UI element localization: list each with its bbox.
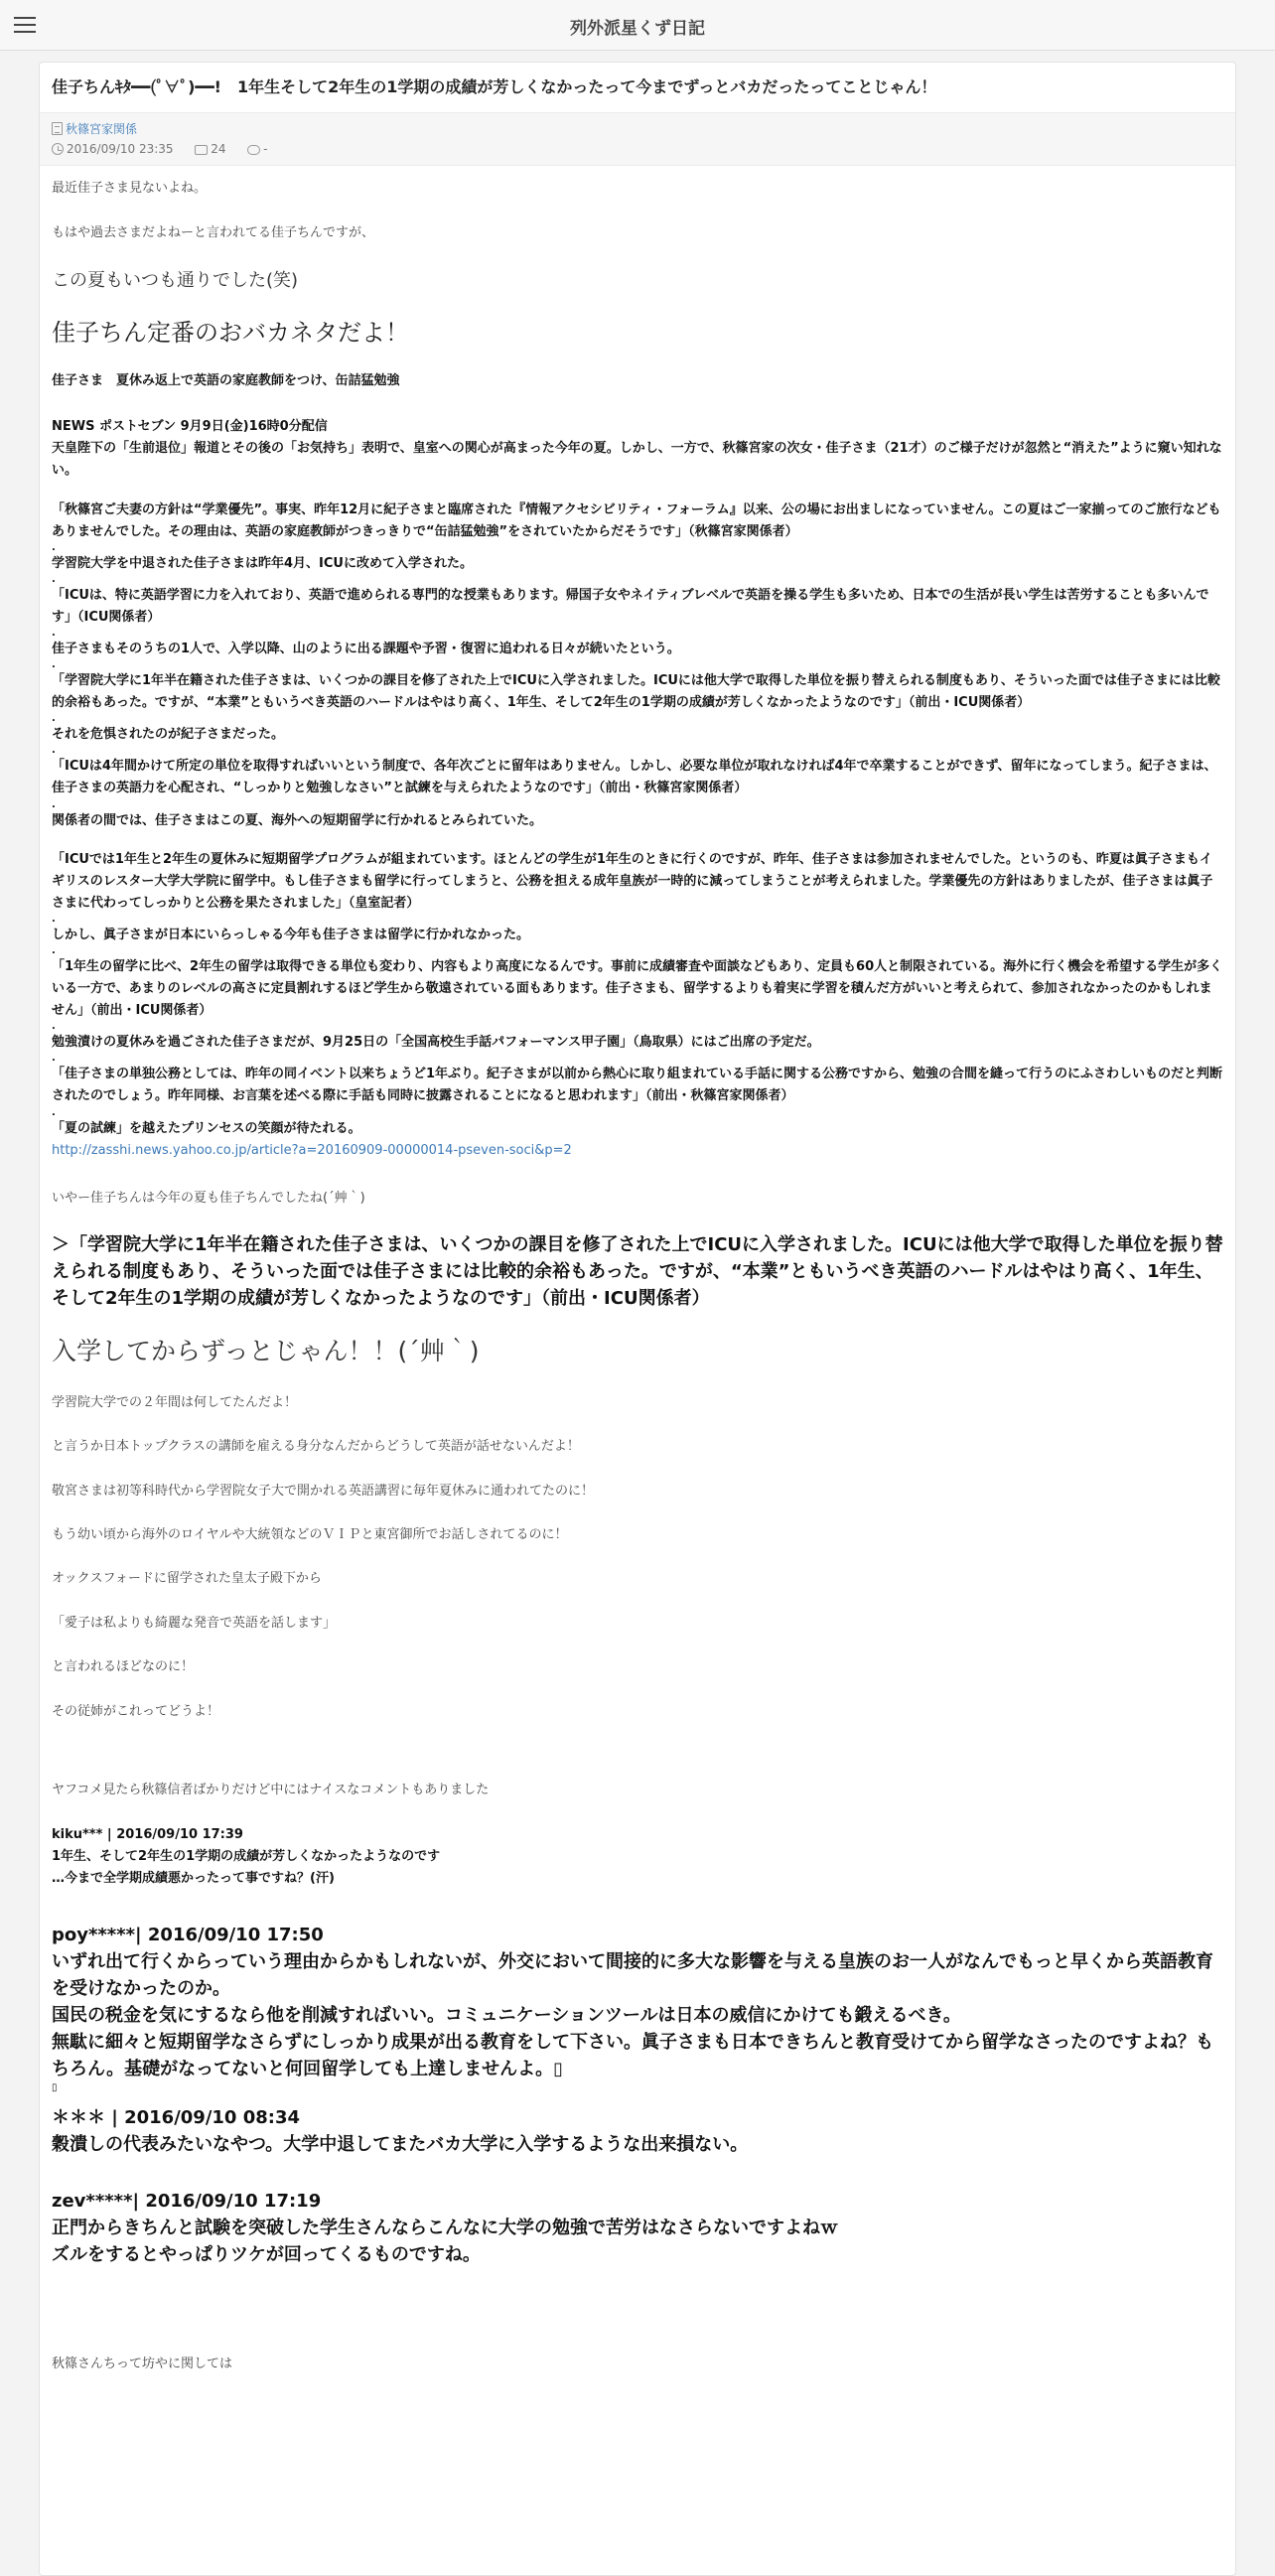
quote-paragraph: 「夏の試練」を越えたプリンセスの笑顔が待たれる。 — [52, 1120, 361, 1136]
quote-paragraph: 「佳子さまの単独公務としては、昨年の同イベント以来ちょうど1年ぶり。紀子さまが以前から熱心に取り組まれている手話に関する公務ですから、勉強の合間を縫って行うのにふさわしいものだと判断されたのでしょう。昨年同様、お言葉を述べる際に手話も同時に披露されることになると思われます」（前出・秋篠宮家関係者） — [52, 1067, 1223, 1104]
lead-text: この夏もいつも通りでした(笑) — [52, 270, 299, 292]
site-title[interactable]: 列外派星くず日記 — [570, 19, 705, 39]
quote-paragraph: それを危惧されたのが紀子さまだった。 — [52, 727, 285, 743]
trackback-count[interactable]: - — [263, 142, 268, 157]
quoted-comment — [52, 1922, 1223, 2094]
article-card — [39, 62, 1236, 2576]
lead-heading: 佳子ちん定番のおバカネタだよ！ — [52, 318, 409, 347]
post-meta — [40, 113, 1235, 166]
commentary-text: オックスフォードに留学された皇太子殿下から — [52, 1571, 322, 1587]
commentary-text: 秋篠さんちって坊やに関しては — [52, 2356, 233, 2371]
source-link[interactable]: http://zasshi.news.yahoo.co.jp/article?a=20160909-00000014-pseven-soci&p=2 — [52, 1142, 572, 1158]
quote-title: 佳子さま 夏休み返上で英語の家庭教師をつけ、缶詰猛勉強 — [52, 373, 400, 389]
post-title[interactable]: 佳子ちんｷﾀ━━(ﾟ∀ﾟ)━━! 1年生そして2年生の1学期の成績が芳しくなかったって今までずっとバカだったってことじゃん！ — [40, 63, 1235, 113]
quoted-comment — [52, 2104, 1223, 2158]
comment-icon[interactable] — [195, 145, 208, 155]
quote-paragraph: しかし、眞子さまが日本にいらっしゃる今年も佳子さまは留学に行かれなかった。 — [52, 927, 530, 942]
comment-text: 穀潰しの代表みたいなやつ。大学中退してまたバカ大学に入学するような出来損ない。 — [52, 2133, 749, 2155]
quote-paragraph: 「学習院大学に1年半在籍された佳子さまは、いくつかの課目を修了された上でICUに入学されました。ICUには他大学で取得した単位を振り替えられる制度もあり、そういった面では佳子さまには比較的余裕もあった。ですが、“本業”ともいうべき英語のハードルはやはり高く、1年生、そして2年生の1学期の成績が芳しくなかったようなのです」（前出・ICU関係者） — [52, 673, 1220, 711]
comment-text: いずれ出て行くからっていう理由からかもしれないが、外交において間接的に多大な影響を与える皇族のお一人がなんでもっと早くから英語教育を受けなかったのか。 — [52, 1950, 1213, 1999]
commentary-text: 「愛子は私よりも綺麗な発音で英語を話します」 — [52, 1615, 337, 1631]
post-body: 最近佳子さま見ないよね。 もはや過去さまだよねーと言われてる佳子ちんですが、 この夏もいつも通りでした(笑) 佳子ちん定番のおバカネタだよ！ 佳子さま 夏休み返上で英語の家庭教師をつけ、缶詰猛勉強 NEWS ポストセブン 9月9日(金)16時0分配信 天皇陛下の「生前退位」報道とその後の「お気持ち」表明で、皇室への関心が高まった今年の夏。しかし、一方で、秋篠宮家の次女・佳子さま（21才）のご様子だけが忽然と“消えた”ように窺い知れない。 「秋篠宮ご夫妻の方針は“学業優先”。事実、昨年12月に紀子さまと臨席された『情報アクセシビリティ・フォーラム』以来、公の場にお出ましになっていません。この夏はご一家揃ってのご旅行などもありませんでした。その理由は、英語の家庭教師がつきっきりで“缶詰猛勉強”をされていたからだそうです」（秋篠宮家関係者） . 学習院大学を中退された佳子さまは昨年4月、ICUに改めて入学された。 . 「ICUは、特に英語学習に力を入れており、英語で進められる専門的な授業もあります。帰国子女やネイティブレベルで英語を操る学生も多いため、日本での生活が長い学生は苦労することも多いんです」（ICU関係者） . 佳子さまもそのうちの1人で、入学以降、山のように出る課題や予習・復習に追われる日々が続いたという。 . 「学習院大学に1年半在籍された佳子さまは、いくつかの課目を修了された上でICUに入学されました。ICUには他大学で取得した単位を振り替えられる制度もあり、そういった面では佳子さまには比較的余裕もあった。ですが、“本業”ともいうべき英語のハードルはやはり高く、1年生、そして2年生の1学期の成績が芳しくなかったようなのです」（前出・ICU関係者） . それを危惧されたのが紀子さまだった。 . 「ICUは4年間かけて所定の単位を取得すればいいという制度で、各年次ごとに留年はありません。しかし、必要な単位が取れなければ4年で卒業することができず、留年になってしまう。紀子さまは、佳子さまの英語力を心配され、“しっかりと勉強しなさい”と試練を与えられたようなのです」（前出・秋篠宮家関係者） . 関係者の間では、佳子さまはこの夏、海外への短期留学に行かれるとみられていた。 「ICUでは1年生と2年生の夏休みに短期留学プログラムが組まれています。ほとんどの学生が1年生のときに行くのですが、昨年、佳子さまは参加されませんでした。というのも、昨夏は眞子さまもイギリスのレスター大学大学院に留学中。もし佳子さまも留学に行ってしまうと、公務を担える成年皇族が一時的に減ってしまうことが考えられました。学業優先の方針はありましたが、佳子さまは眞子さまに代わってしっかりと公務を果たされました」（皇室記者） . しかし、眞子さまが日本にいらっしゃる今年も佳子さまは留学に行かれなかった。 . 「1年生の留学に比べ、2年生の留学は取得できる単位も変わり、内容もより高度になるんです。事前に成績審査や面談などもあり、定員も60人と制限されている。海外に行く機会を希望する学生が多くいる一方で、あまりのレベルの高さに定員割れするほど学生から敬遠されている面もあります。佳子さまも、留学するよりも着実に学習を積んだ方がいいと考えられて、参加されなかったのかもしれません」（前出・ICU関係者） . 勉強漬けの夏休みを過ごされた佳子さまだが、9月25日の「全国高校生手話パフォーマンス甲子園」（鳥取県）にはご出席の予定だ。 . 「佳子さまの単独公務としては、昨年の同イベント以来ちょうど1年ぶり。紀子さまが以前から熱心に取り組まれている手話に関する公務ですから、勉強の合間を縫って行うのにふさわしいものだと判断されたのでしょう。昨年同様、お言葉を述べる際に手話も同時に披露されることになると思われます」（前出・秋篠宮家関係者） . 「夏の試練」を越えたプリンセスの笑顔が待たれる。 http://zasshi.news.yahoo.co.jp/article?a=20160909-00000014-pseven-soci&p=2 いやー佳子ちんは今年の夏も佳子ちんでしたね(´艸｀) ＞「学習院大学に1年半在籍された佳子さまは、いくつかの課目を修了された上でICUに入学されました。ICUには他大学で取得した単位を振り替えられる制度もあり、そういった面では佳子さまには比較的余裕もあった。ですが、“本業”ともいうべき英語のハードルはやはり高く、1年生、そして2年生の1学期の成績が芳しくなかったようなのです」（前出・ICU関係者） 入学してからずっとじゃん！！(´艸｀) 学習院大学での２年間は何してたんだよ！ と言うか日本トップクラスの講師を雇える身分なんだからどうして英語が話せないんだよ！ 敬宮さまは初等科時代から学習院女子大で開かれる英語講習に毎年夏休みに通われてたのに！ もう幼い頃から海外のロイヤルや大統領などのＶＩＰと東宮御所でお話しされてるのに！ オックスフォードに留学された皇太子殿下から 「愛子は私よりも綺麗な発音で英語を話します」 と言われるほどなのに！ その従姉がこれってどうよ！ ヤフコメ見たら秋篠信者ばかりだけど中にはナイスなコメントもありました kiku*** | 2016/09/10 17:39 1年生、そして2年生の1学期の成績が芳しくなかったようなのです …今まで全学期成績悪かったって事ですね？(汗) poy*****| 2016/09/10 17:50 いずれ出て行くからっていう理由からかもしれないが、外交において間接的に多大な影響を与える皇族のお一人がなんでもっと早くから英語教育を受けなかったのか。 国民の税金を気にするなら他を削減すればいい。コミュニケーションツールは日本の威信にかけても鍛えるべき。 無駄に細々と短期留学なさらずにしっかり成果が出る教育をして下さい。眞子さまも日本できちんと教育受けてから留学なさったのですよね？もちろん。基礎がなってないと何回留学しても上達しませんよ。▯ ▯ ＊＊＊ | 2016/09/10 08:34 穀潰しの代表みたいなやつ。大学中退してまたバカ大学に入学するような出来損ない。 zev*****| 2016/09/10 17:19 正門からきちんと試験を突破した学生さんならこんなに大学の勉強で苦労はなさらないですよねｗ ズルをするとやっぱりツケが回ってくるものですね。 秋篠さんちって坊やに関しては — [40, 166, 1235, 2374]
comment-count[interactable]: 24 — [211, 142, 226, 157]
highlight-quote: ＞「学習院大学に1年半在籍された佳子さまは、いくつかの課目を修了された上でICUに入学されました。ICUには他大学で取得した単位を振り替えられる制度もあり、そういった面では佳子さまには比較的余裕もあった。ですが、“本業”ともいうべき英語のハードルはやはり高く、1年生、そして2年生の1学期の成績が芳しくなかったようなのです」（前出・ICU関係者） — [52, 1234, 1223, 1310]
top-bar — [0, 0, 1275, 51]
comment-author: zev*****| 2016/09/10 17:19 — [52, 2190, 322, 2212]
comment-author: ＊＊＊ | 2016/09/10 08:34 — [52, 2106, 301, 2128]
post-datetime: 2016/09/10 23:35 — [67, 142, 174, 157]
quote-paragraph: 天皇陛下の「生前退位」報道とその後の「お気持ち」表明で、皇室への関心が高まった今年の夏。しかし、一方で、秋篠宮家の次女・佳子さま（21才）のご様子だけが忽然と“消えた”ように窺い知れない。 — [52, 441, 1222, 479]
quote-paragraph: 佳子さまもそのうちの1人で、入学以降、山のように出る課題や予習・復習に追われる日々が続いたという。 — [52, 641, 680, 656]
quote-paragraph: 勉強漬けの夏休みを過ごされた佳子さまだが、9月25日の「全国高校生手話パフォーマンス甲子園」（鳥取県）にはご出席の予定だ。 — [52, 1035, 820, 1051]
commentary-text: 学習院大学での２年間は何してたんだよ！ — [52, 1394, 298, 1410]
comment-author: kiku*** | 2016/09/10 17:39 — [52, 1826, 243, 1842]
commentary-text: と言うか日本トップクラスの講師を雇える身分なんだからどうして英語が話せないんだよ！ — [52, 1439, 580, 1455]
category-link[interactable]: 秋篠宮家関係 — [66, 122, 138, 137]
quote-paragraph: 関係者の間では、佳子さまはこの夏、海外への短期留学に行かれるとみられていた。 — [52, 812, 543, 828]
commentary-text: と言われるほどなのに！ — [52, 1659, 195, 1675]
category-icon — [52, 122, 63, 135]
comment-text: ▯ — [52, 2081, 58, 2093]
commentary-text: その従姉がこれってどうよ！ — [52, 1703, 220, 1719]
quoted-comment — [52, 2188, 1223, 2268]
commentary-text: もう幼い頃から海外のロイヤルや大統領などのＶＩＰと東宮御所でお話しされてるのに！ — [52, 1527, 568, 1543]
comment-text: 正門からきちんと試験を突破した学生さんならこんなに大学の勉強で苦労はなさらないですよねｗ — [52, 2217, 838, 2238]
comment-text: …今まで全学期成績悪かったって事ですね？(汗) — [52, 1870, 335, 1886]
intro-text: もはや過去さまだよねーと言われてる佳子ちんですが、 — [52, 224, 375, 240]
comment-text: ズルをするとやっぱりツケが回ってくるものですね。 — [52, 2243, 481, 2265]
quote-paragraph: 「ICUは4年間かけて所定の単位を取得すればいいという制度で、各年次ごとに留年はありません。しかし、必要な単位が取れなければ4年で卒業することができず、留年になってしまう。紀子さまは、佳子さまの英語力を心配され、“しっかりと勉強しなさい”と試練を与えられたようなのです」（前出・秋篠宮家関係者） — [52, 759, 1217, 796]
quote-paragraph: 「秋篠宮ご夫妻の方針は“学業優先”。事実、昨年12月に紀子さまと臨席された『情報アクセシビリティ・フォーラム』以来、公の場にお出ましになっていません。この夏はご一家揃ってのご旅行などもありませんでした。その理由は、英語の家庭教師がつきっきりで“缶詰猛勉強”をされていたからだそうです」（秋篠宮家関係者） — [52, 501, 1221, 539]
commentary-text: ヤフコメ見たら秋篠信者ばかりだけど中にはナイスなコメントもありました — [52, 1783, 490, 1798]
comment-text: 国民の税金を気にするなら他を削減すればいい。コミュニケーションツールは日本の威信にかけても鍛えるべき。 — [52, 2004, 961, 2026]
commentary-text: 敬宮さまは初等科時代から学習院女子大で開かれる英語講習に毎年夏休みに通われてたのに！ — [52, 1483, 595, 1499]
quoted-comment — [52, 1824, 1223, 1890]
comment-text: 1年生、そして2年生の1学期の成績が芳しくなかったようなのです — [52, 1848, 441, 1864]
quote-paragraph: 「ICUでは1年生と2年生の夏休みに短期留学プログラムが組まれています。ほとんどの学生が1年生のときに行くのですが、昨年、佳子さまは参加されませんでした。というのも、昨夏は眞子さまもイギリスのレスター大学大学院に留学中。もし佳子さまも留学に行ってしまうと、公務を担える成年皇族が一時的に減ってしまうことが考えられました。学業優先の方針はありましたが、佳子さまは眞子さまに代わってしっかりと公務を果たされました」（皇室記者） — [52, 851, 1213, 911]
trackback-icon[interactable] — [247, 145, 260, 155]
quote-paragraph: 「ICUは、特に英語学習に力を入れており、英語で進められる専門的な授業もあります。帰国子女やネイティブレベルで英語を操る学生も多いため、日本での生活が長い学生は苦労することも多いんです」（ICU関係者） — [52, 587, 1209, 625]
commentary-heading: 入学してからずっとじゃん！！(´艸｀) — [52, 1337, 480, 1366]
comment-author: poy*****| 2016/09/10 17:50 — [52, 1924, 324, 1945]
commentary-text: いやー佳子ちんは今年の夏も佳子ちんでしたね(´艸｀) — [52, 1190, 365, 1206]
intro-text: 最近佳子さま見ないよね。 — [52, 181, 208, 197]
comment-text: 無駄に細々と短期留学なさらずにしっかり成果が出る教育をして下さい。眞子さまも日本できちんと教育受けてから留学なさったのですよね？もちろん。基礎がなってないと何回留学しても上達しませんよ。▯ — [52, 2031, 1213, 2079]
clock-icon — [52, 143, 64, 155]
quote-source: NEWS ポストセブン 9月9日(金)16時0分配信 — [52, 419, 328, 435]
quote-paragraph: 「1年生の留学に比べ、2年生の留学は取得できる単位も変わり、内容もより高度になるんです。事前に成績審査や面談などもあり、定員も60人と制限されている。海外に行く機会を希望する学生が多くいる一方で、あまりのレベルの高さに定員割れするほど学生から敬遠されている面もあります。佳子さまも、留学するよりも着実に学習を積んだ方がいいと考えられて、参加されなかったのかもしれません」（前出・ICU関係者） — [52, 959, 1223, 1019]
quote-paragraph: 学習院大学を中退された佳子さまは昨年4月、ICUに改めて入学された。 — [52, 555, 473, 571]
